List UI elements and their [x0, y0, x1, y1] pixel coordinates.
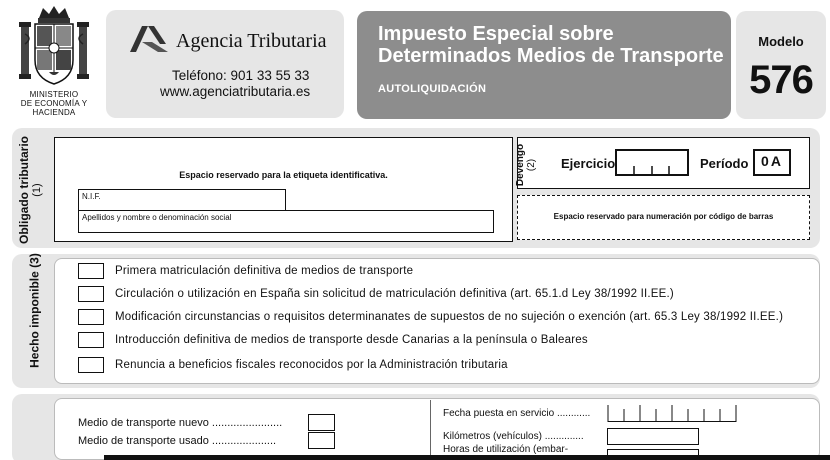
- ministry-name: [6, 90, 102, 117]
- medio-usado-label: Medio de transporte usado .....................: [78, 435, 277, 447]
- barcode-area-text: Espacio reservado para numeración por código de barras: [553, 212, 774, 221]
- modelo-number: 576: [749, 58, 813, 102]
- devengo-section-label: [515, 142, 537, 188]
- ministry-line-2: DE ECONOMÍA Y: [20, 99, 88, 108]
- option-checkbox-1[interactable]: [78, 263, 104, 279]
- nif-field[interactable]: [78, 189, 286, 211]
- option-label-5: Renuncia a beneficios fiscales reconocidos por la Administración tributaria: [115, 359, 508, 371]
- option-row-4: [78, 332, 588, 348]
- periodo-value: 0A: [761, 153, 783, 169]
- obligado-section-label: [18, 135, 44, 245]
- modelo-label: Modelo: [758, 34, 804, 49]
- periodo-label: Período: [700, 156, 749, 171]
- option-checkbox-5[interactable]: [78, 357, 104, 373]
- kilometros-field[interactable]: [607, 428, 699, 445]
- ejercicio-label: Ejercicio: [561, 156, 616, 171]
- spain-coat-of-arms-icon: [19, 4, 89, 88]
- fecha-servicio-field[interactable]: [607, 405, 737, 422]
- agencia-tributaria-logo-icon: [128, 22, 170, 56]
- hecho-imponible-section-label: [29, 246, 42, 376]
- nif-label: N.I.F.: [82, 192, 101, 201]
- ministry-block: [6, 4, 102, 122]
- option-label-1: Primera matriculación definitiva de medios de transporte: [115, 265, 414, 277]
- section-divider: [430, 400, 431, 460]
- ejercicio-field[interactable]: [615, 149, 689, 176]
- bottom-edge-bar: [104, 455, 830, 460]
- kilometros-label: Kilómetros (vehículos) ..............: [443, 431, 584, 442]
- option-row-1: [78, 263, 413, 279]
- obligado-title: Obligado tributario: [17, 136, 31, 244]
- agency-phone: Teléfono: 901 33 55 33: [172, 68, 310, 83]
- option-label-4: Introducción definitiva de medios de transporte desde Canarias a la península o Baleares: [115, 334, 588, 346]
- devengo-ref: (2): [526, 158, 537, 172]
- option-checkbox-3[interactable]: [78, 309, 104, 325]
- agency-name: Agencia Tributaria: [176, 30, 327, 52]
- horas-utilizacion-label: Horas de utilización (embar-: [443, 444, 569, 455]
- medio-nuevo-label: Medio de transporte nuevo .......................: [78, 417, 283, 429]
- option-row-2: [78, 286, 674, 302]
- devengo-title: Devengo: [515, 143, 526, 187]
- option-label-2: Circulación o utilización en España sin solicitud de matriculación definitiva (art. 65.1.d Ley 38/1992 II.EE.): [115, 288, 674, 300]
- hecho-imponible-title: Hecho imponible: [27, 271, 42, 368]
- fecha-servicio-label: Fecha puesta en servicio ............: [443, 408, 591, 419]
- option-checkbox-4[interactable]: [78, 332, 104, 348]
- medio-usado-checkbox[interactable]: [308, 432, 335, 449]
- agency-website: www.agenciatributaria.es: [160, 84, 311, 99]
- ministry-line-1: MINISTERIO: [29, 90, 79, 99]
- ejercicio-tick-marks: [617, 151, 687, 174]
- name-label: Apellidos y nombre o denominación social: [82, 213, 232, 222]
- obligado-ref: (1): [31, 183, 43, 197]
- label-area-text: Espacio reservado para la etiqueta identificativa.: [179, 170, 388, 180]
- option-checkbox-2[interactable]: [78, 286, 104, 302]
- hecho-imponible-ref: (3): [27, 253, 42, 268]
- form-title-line-2: Determinados Medios de Transporte: [378, 45, 724, 67]
- form-title-line-1: Impuesto Especial sobre: [378, 23, 614, 45]
- form-subtitle: AUTOLIQUIDACIÓN: [378, 83, 487, 95]
- medio-nuevo-checkbox[interactable]: [308, 414, 335, 431]
- option-row-3: [78, 309, 783, 325]
- option-label-3: Modificación circunstancias o requisitos determinanates de supuestos de no sujeción o exención (art. 65.3 Ley 38/1992 II.EE.): [115, 311, 784, 323]
- name-field[interactable]: [78, 210, 494, 233]
- option-row-5: [78, 357, 508, 373]
- ministry-line-3: HACIENDA: [32, 108, 76, 117]
